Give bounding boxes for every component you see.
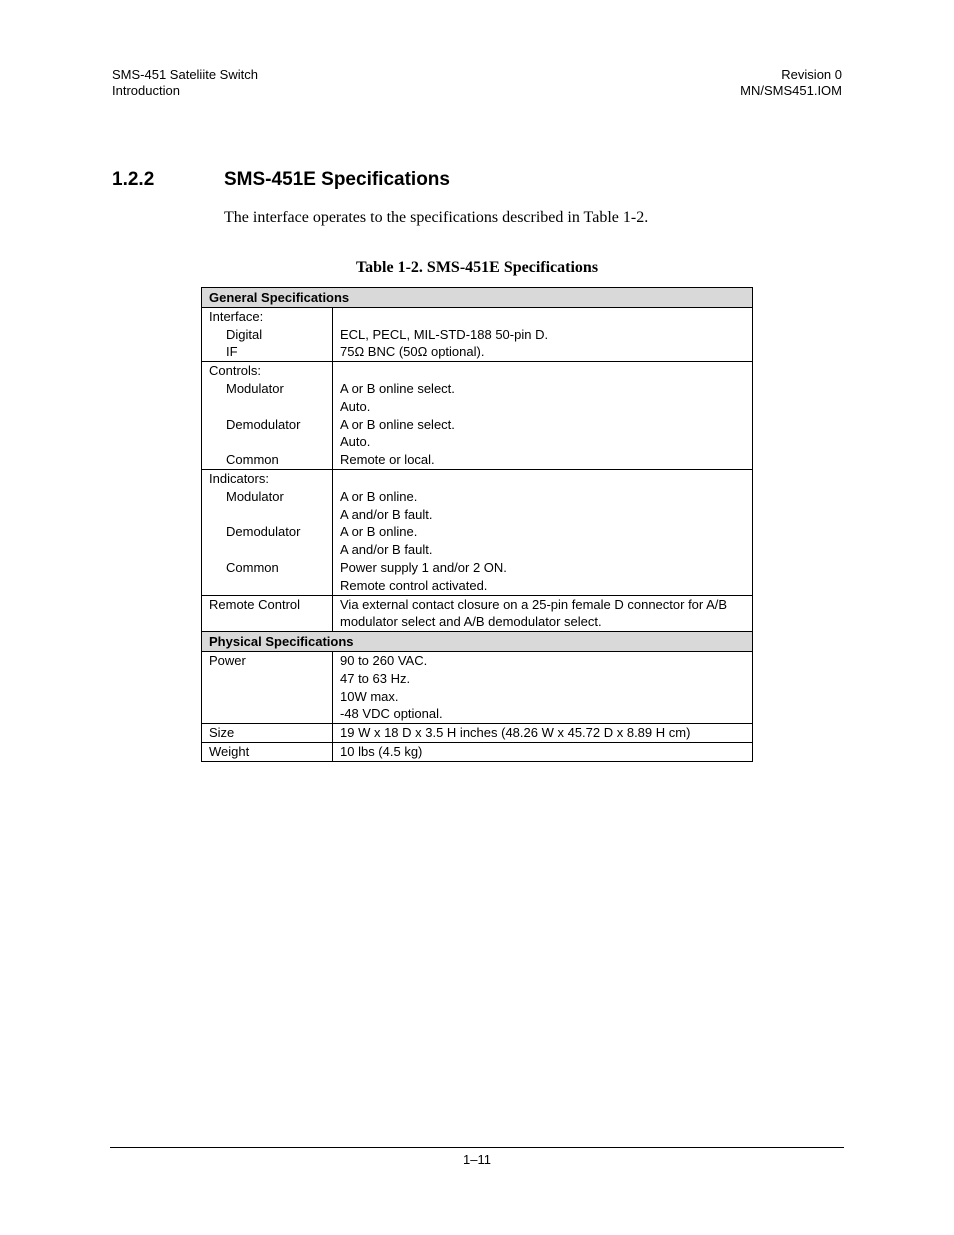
header-revision: Revision 0 xyxy=(781,67,842,82)
remote-control-value: Via external contact closure on a 25-pin female D connector for A/B modulator select and A/B demodulator select. xyxy=(333,595,753,632)
interface-digital-label: Digital xyxy=(226,326,263,342)
indicators-common-value-2: Remote control activated. xyxy=(340,577,488,593)
table-row-controls xyxy=(202,362,753,470)
weight-label: Weight xyxy=(202,742,333,761)
indicators-common-value-1: Power supply 1 and/or 2 ON. xyxy=(340,559,507,575)
table-row-interface xyxy=(202,307,753,361)
indicators-demodulator-label: Demodulator xyxy=(226,524,301,540)
controls-common-value: Remote or local. xyxy=(340,452,435,468)
controls-modulator-value-2: Auto. xyxy=(340,398,371,414)
indicators-label: Indicators: xyxy=(209,470,269,486)
header-product-name: SMS-451 Sateliite Switch xyxy=(112,67,258,82)
controls-modulator-label: Modulator xyxy=(226,380,284,396)
controls-label-cell xyxy=(202,362,333,470)
header-left xyxy=(112,67,258,99)
section-heading xyxy=(112,169,450,191)
power-value-1: 90 to 260 VAC. xyxy=(340,652,428,668)
page-number: 1–11 xyxy=(463,1152,491,1167)
interface-digital-value: ECL, PECL, MIL-STD-188 50-pin D. xyxy=(340,326,549,342)
controls-demodulator-value-2: Auto. xyxy=(340,434,371,450)
footer-divider xyxy=(110,1147,844,1148)
indicators-common-label: Common xyxy=(226,559,279,575)
interface-value-cell xyxy=(333,307,753,361)
table-row-power xyxy=(202,651,753,723)
controls-label: Controls: xyxy=(209,363,262,379)
general-specifications-heading-row xyxy=(202,288,753,308)
size-label: Size xyxy=(202,724,333,743)
table-row-indicators xyxy=(202,469,753,595)
interface-label: Interface: xyxy=(209,308,264,324)
power-label: Power xyxy=(202,651,333,723)
general-specifications-heading: General Specifications xyxy=(202,288,753,308)
power-value-4: -48 VDC optional. xyxy=(340,706,443,722)
table-row-remote-control xyxy=(202,595,753,632)
power-value-2: 47 to 63 Hz. xyxy=(340,670,411,686)
power-value-3: 10W max. xyxy=(340,688,399,704)
specifications-table xyxy=(201,287,753,762)
size-value: 19 W x 18 D x 3.5 H inches (48.26 W x 45.72 D x 8.89 H cm) xyxy=(333,724,753,743)
table-caption: Table 1-2. SMS-451E Specifications xyxy=(355,259,599,276)
physical-specifications-heading-row xyxy=(202,632,753,652)
table-row-size xyxy=(202,724,753,743)
indicators-modulator-value-2: A and/or B fault. xyxy=(340,506,433,522)
controls-demodulator-value-1: A or B online select. xyxy=(340,416,455,432)
table-row-weight xyxy=(202,742,753,761)
controls-modulator-value-1: A or B online select. xyxy=(340,380,455,396)
indicators-demodulator-value-1: A or B online. xyxy=(340,524,418,540)
section-intro-text: The interface operates to the specifications described in Table 1-2. xyxy=(224,209,649,226)
remote-control-label: Remote Control xyxy=(202,595,333,632)
indicators-modulator-label: Modulator xyxy=(226,488,284,504)
indicators-value-cell xyxy=(333,469,753,595)
indicators-modulator-value-1: A or B online. xyxy=(340,488,418,504)
section-number: 1.2.2 xyxy=(112,169,155,190)
weight-value: 10 lbs (4.5 kg) xyxy=(333,742,753,761)
indicators-demodulator-value-2: A and/or B fault. xyxy=(340,542,433,558)
section-title: SMS-451E Specifications xyxy=(224,169,450,190)
controls-demodulator-label: Demodulator xyxy=(226,416,301,432)
controls-common-label: Common xyxy=(226,452,279,468)
interface-if-value: 75Ω BNC (50Ω optional). xyxy=(340,344,485,360)
physical-specifications-heading: Physical Specifications xyxy=(202,632,753,652)
interface-label-cell xyxy=(202,307,333,361)
header-right xyxy=(740,67,842,99)
power-value-cell xyxy=(333,651,753,723)
header-chapter-name: Introduction xyxy=(112,83,180,98)
controls-value-cell xyxy=(333,362,753,470)
interface-if-label: IF xyxy=(226,344,238,360)
header-document-number: MN/SMS451.IOM xyxy=(740,83,842,98)
indicators-label-cell xyxy=(202,469,333,595)
